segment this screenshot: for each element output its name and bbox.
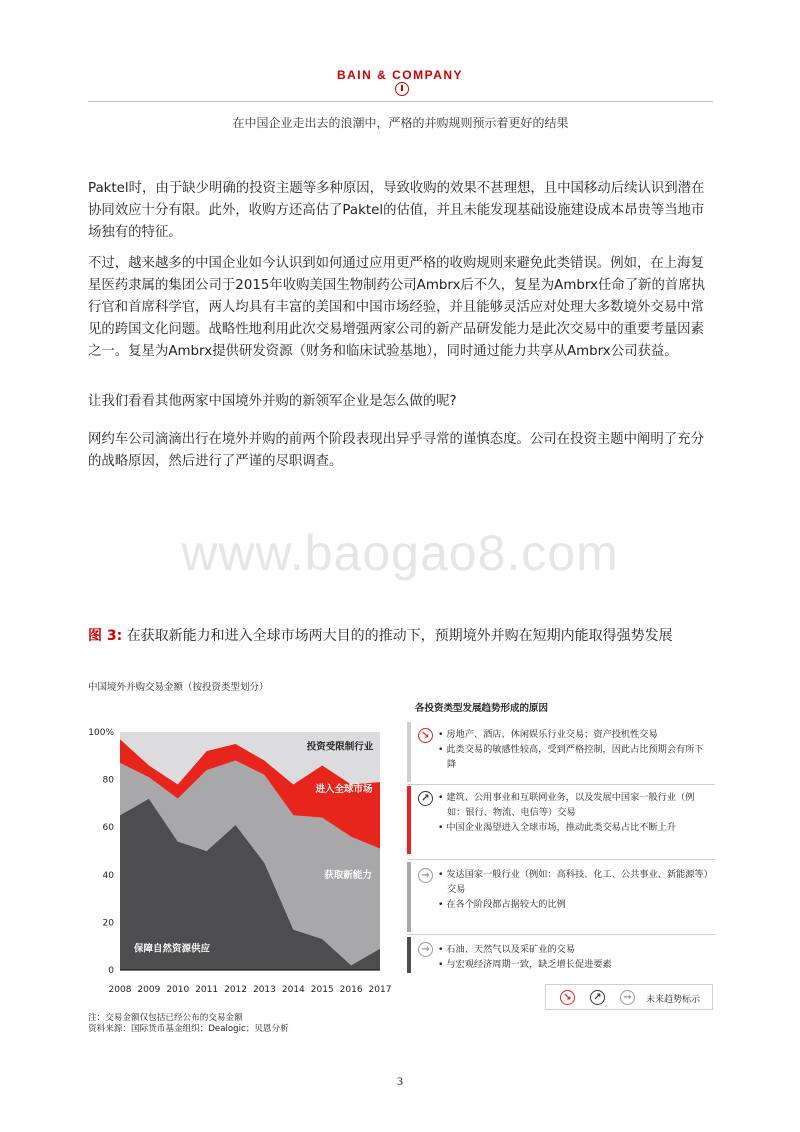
y-tick-label: 60	[102, 823, 114, 834]
x-tick-label: 2008	[108, 985, 132, 995]
trend-legend	[545, 984, 713, 1010]
note-text: 注：交易金额仅包括已经公布的交易金额	[88, 1013, 243, 1023]
paragraph-1: Paktel时，由于缺少明确的投资主题等多种原因，导致收购的效果不甚理想，且中国移动后续认识到潜在协同效应十分有限。此外，收购方还高估了Paktel的估值，并且未能发现基础设施建设成本昂贵等当地市场独有的特征。	[88, 181, 705, 240]
watermark: www.baogao8.com	[181, 525, 619, 581]
legend-flat-icon: →	[620, 990, 635, 1005]
reason-text-natural-resources	[438, 942, 710, 972]
legend-down-icon: ↘	[560, 990, 575, 1005]
trend-flat-icon: →	[418, 868, 433, 883]
chart-notes	[88, 1013, 289, 1035]
reason-divider	[407, 934, 715, 935]
y-tick-label: 0	[108, 966, 114, 976]
stacked-area-chart	[80, 720, 400, 1005]
reason-bar-global-market	[407, 786, 411, 854]
chart-title: 中国境外并购交易金额（按投资类型划分）	[88, 682, 269, 693]
reason-line: • 石油、天然气以及采矿业的交易	[438, 944, 575, 955]
reason-text-restricted	[438, 727, 710, 772]
reason-text-capabilities	[438, 867, 710, 912]
source-text: 资料来源：国际货币基金组织；Dealogic；贝恩分析	[88, 1024, 289, 1034]
x-tick-label: 2009	[137, 985, 161, 995]
series-label: 获取新能力	[324, 869, 372, 881]
y-tick-label: 80	[102, 775, 114, 786]
reason-line: • 建筑、公用事业和互联网业务，以及发展中国家一般行业（例如：银行、物流、电信等）交易	[438, 792, 695, 818]
series-label: 进入全球市场	[315, 784, 373, 796]
y-tick-label: 100%	[88, 728, 114, 738]
figure-label: 图 3:	[88, 628, 123, 644]
bain-logo-icon	[395, 82, 409, 96]
x-tick-label: 2010	[166, 985, 190, 995]
reason-line: • 在各个阶段都占据较大的比例	[438, 899, 566, 910]
reason-bar-natural-resources	[407, 937, 411, 973]
trend-down-icon: ↘	[418, 728, 433, 743]
x-tick-label: 2014	[281, 985, 305, 995]
y-tick-label: 40	[102, 870, 114, 881]
series-label: 保障自然资源供应	[133, 943, 211, 955]
paragraph-2: 不过，越来越多的中国企业如今认识到如何通过应用更严格的收购规则来避免此类错误。例如，在上海复星医药隶属的集团公司于2015年收购美国生物制药公司Ambrx后不久，复星为Ambrx任命了新的首席执行官和首席科学官，两人均具有丰富的美国和中国市场经验，并且能够灵活应对处理大多数境外交易中常见的跨国文化问题。战略性地利用此次交易增强两家公司的新产品研发能力是此次交易中的重要考量因素之一。复星为Ambrx提供研发资源（财务和临床试验基地），同时通过能力共享从Ambrx公司获益。	[88, 256, 706, 359]
reason-divider	[407, 859, 715, 860]
reason-line: • 中国企业渴望进入全球市场，推动此类交易占比不断上升	[438, 822, 677, 833]
brand-name: BAIN & COMPANY	[336, 68, 464, 82]
header-divider	[88, 101, 713, 102]
trend-up-icon: ↗	[418, 791, 433, 806]
reason-text-global-market	[438, 790, 710, 835]
x-tick-label: 2012	[224, 985, 248, 995]
brand-logo	[330, 68, 470, 97]
legend-label: 未来趋势标示	[646, 995, 701, 1005]
reason-divider	[407, 784, 715, 785]
paragraph-4: 网约车公司滴滴出行在境外并购的前两个阶段表现出异乎寻常的谨慎态度。公司在投资主题中阐明了充分的战略原因，然后进行了严谨的尽职调查。	[88, 432, 704, 469]
x-tick-label: 2011	[195, 985, 219, 995]
reason-line: • 房地产、酒店、休闲娱乐行业交易；资产投机性交易	[438, 729, 658, 740]
reason-line: • 此类交易的敏感性较高，受到严格控制，因此占比预期会有所下降	[438, 744, 704, 770]
x-tick-label: 2016	[339, 985, 363, 995]
figure-caption: 在获取新能力和进入全球市场两大目的的推动下，预期境外并购在短期内能取得强势发展	[122, 628, 673, 644]
x-tick-label: 2015	[310, 985, 334, 995]
x-tick-label: 2013	[252, 985, 276, 995]
x-tick-label: 2017	[368, 985, 392, 995]
page-number: 3	[397, 1074, 403, 1088]
reason-line: • 发达国家一般行业（例如：高科技、化工、公共事业、新能源等）交易	[438, 869, 709, 895]
reason-line: • 与宏观经济周期一致，缺乏增长促进要素	[438, 959, 612, 970]
reason-bar-restricted	[407, 722, 411, 782]
trend-flat-icon: →	[418, 942, 433, 957]
reason-bar-capabilities	[407, 862, 411, 932]
legend-up-icon: ↗	[590, 990, 605, 1005]
figure-title	[88, 625, 728, 645]
series-label: 投资受限制行业	[306, 741, 374, 753]
paragraph-3: 让我们看看其他两家中国境外并购的新领军企业是怎么做的呢?	[88, 394, 457, 409]
y-tick-label: 20	[102, 918, 114, 929]
reasons-title: 各投资类型发展趋势形成的原因	[415, 703, 549, 714]
header-subtitle: 在中国企业走出去的浪潮中，严格的并购规则预示着更好的结果	[232, 116, 569, 130]
